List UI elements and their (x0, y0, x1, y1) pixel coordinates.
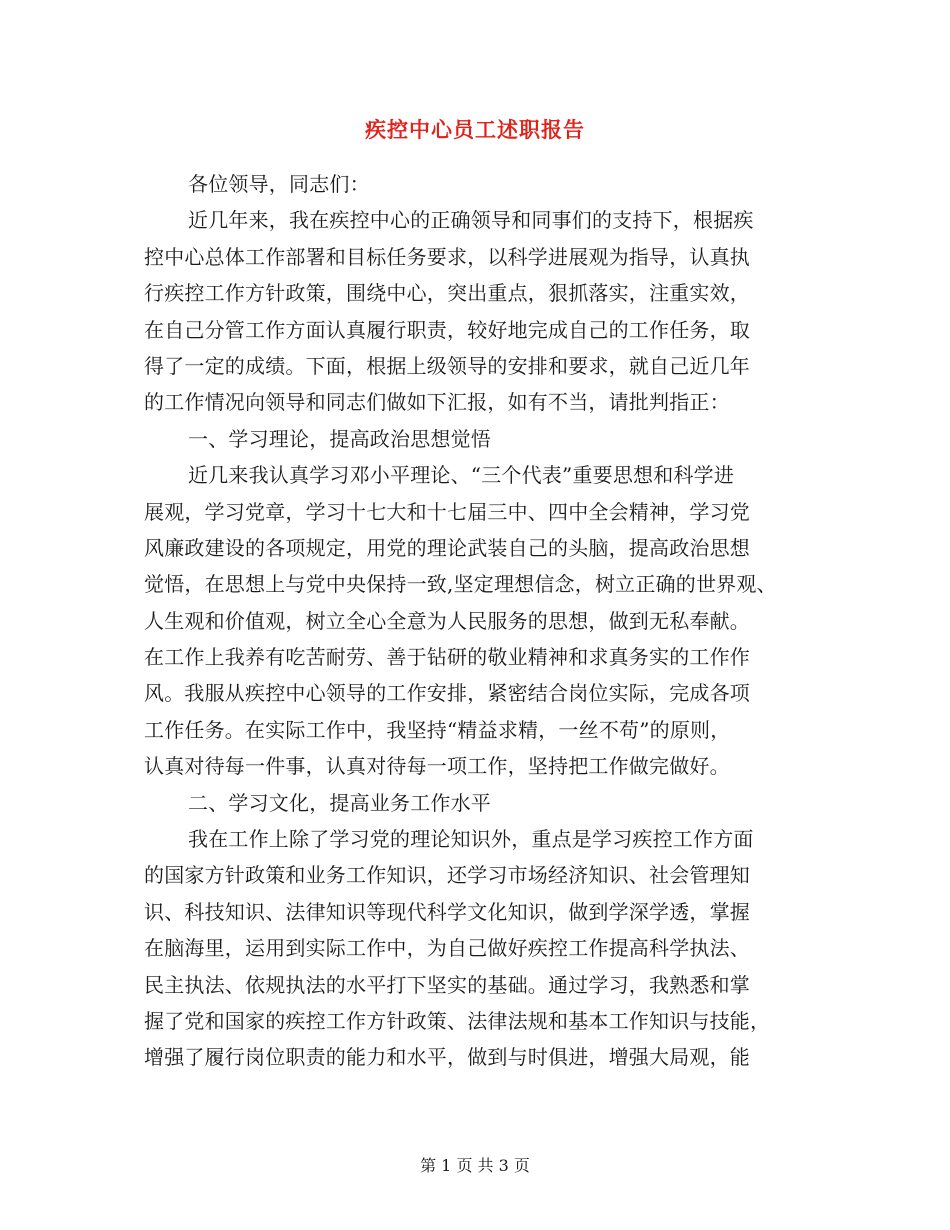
body-line: 近几年来，我在疾控中心的正确领导和同事们的支持下，根据疾 (188, 208, 754, 233)
body-line: 展观，学习党章，学习十七大和十七届三中、四中全会精神，学习党 (144, 499, 750, 524)
body-line: 我在工作上除了学习党的理论知识外，重点是学习疾控工作方面 (188, 827, 754, 852)
body-line: 识、科技知识、法律知识等现代科学文化知识，做到学深学透，掌握 (144, 899, 750, 924)
document-title: 疾控中心员工述职报告 (365, 117, 585, 142)
body-line: 认真对待每一件事，认真对待每一项工作，坚持把工作做完做好。 (144, 754, 730, 779)
body-line: 觉悟，在思想上与党中央保持一致,坚定理想信念，树立正确的世界观、 (144, 572, 777, 597)
body-line: 的国家方针政策和业务工作知识，还学习市场经济知识、社会管理知 (144, 863, 750, 888)
body-line: 得了一定的成绩。下面，根据上级领导的安排和要求，就自己近几年 (144, 353, 750, 378)
body-line: 工作任务。在实际工作中，我坚持“精益求精，一丝不苟”的原则， (144, 717, 731, 742)
section-heading-1: 一、学习理论，提高政治思想觉悟 (188, 426, 491, 451)
document-body (144, 166, 824, 1076)
body-line: 握了党和国家的疾控工作方针政策、法律法规和基本工作知识与技能， (144, 1008, 771, 1033)
body-line: 行疾控工作方针政策，围绕中心，突出重点，狠抓落实，注重实效， (144, 281, 750, 306)
body-line: 在自己分管工作方面认真履行职责，较好地完成自己的工作任务，取 (144, 317, 750, 342)
body-line: 增强了履行岗位职责的能力和水平，做到与时俱进，增强大局观，能 (144, 1045, 750, 1070)
body-line: 风。我服从疾控中心领导的工作安排，紧密结合岗位实际，完成各项 (144, 681, 750, 706)
section-heading-2: 二、学习文化，提高业务工作水平 (188, 790, 491, 815)
body-line: 在工作上我养有吃苦耐劳、善于钻研的敬业精神和求真务实的工作作 (144, 645, 750, 670)
body-line: 人生观和价值观，树立全心全意为人民服务的思想，做到无私奉献。 (144, 608, 750, 633)
page-number-footer: 第 1 页 共 3 页 (420, 1156, 530, 1175)
salutation-line: 各位领导，同志们： (188, 172, 370, 196)
body-line: 的工作情况向领导和同志们做如下汇报，如有不当，请批判指正： (144, 390, 730, 415)
body-line: 风廉政建设的各项规定，用党的理论武装自己的头脑，提高政治思想 (144, 535, 750, 560)
body-line: 近几来我认真学习邓小平理论、“三个代表”重要思想和科学进 (188, 463, 735, 488)
body-line: 民主执法、依规执法的水平打下坚实的基础。通过学习，我熟悉和掌 (144, 972, 750, 997)
body-line: 控中心总体工作部署和目标任务要求，以科学进展观为指导，认真执 (144, 244, 750, 269)
body-line: 在脑海里，运用到实际工作中，为自己做好疾控工作提高科学执法、 (144, 936, 750, 961)
